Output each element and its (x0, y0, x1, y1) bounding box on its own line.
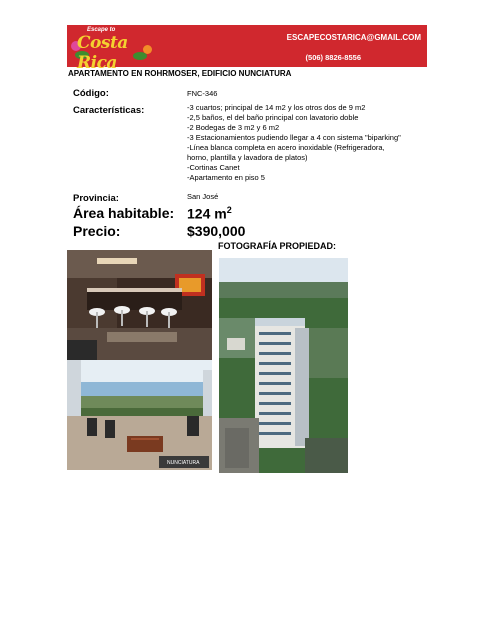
caracteristica-item: -2 Bodegas de 3 m2 y 6 m2 (187, 123, 280, 132)
building-photo-image (219, 258, 348, 473)
logo-wordmark: Costa Rica (77, 33, 128, 73)
interior-photo[interactable] (67, 250, 212, 360)
caracteristicas-label: Características: (73, 105, 145, 116)
codigo-label: Código: (73, 88, 109, 99)
provincia-value: San José (187, 192, 219, 201)
caracteristica-item: horno, plantilla y lavadora de platos) (187, 153, 308, 162)
caracteristica-item: -3 cuartos; principal de 14 m2 y los otros dos de 9 m2 (187, 103, 366, 112)
terrace-photo-image (67, 360, 212, 470)
contact-email[interactable]: ESCAPECOSTARICA@GMAIL.COM (286, 33, 421, 42)
precio-label: Precio: (73, 223, 121, 239)
logo-tagline: Escape to (87, 27, 116, 33)
contact-phone[interactable]: (506) 8826-8556 (305, 53, 361, 62)
listing-title: APARTAMENTO EN ROHRMOSER, EDIFICIO NUNCIATURA (68, 69, 292, 78)
company-logo[interactable] (73, 27, 153, 73)
codigo-value: FNC-346 (187, 89, 218, 98)
caracteristica-item: -Cortinas Canet (187, 163, 240, 172)
caracteristicas-list (187, 103, 401, 183)
photo-section-title: FOTOGRAFÍA PROPIEDAD: (218, 241, 337, 251)
caracteristica-item: -Apartamento en piso 5 (187, 173, 265, 182)
area-number: 124 m (187, 205, 227, 222)
caracteristica-item: -Línea blanca completa en acero inoxidable (Refrigeradora, (187, 143, 385, 152)
caracteristica-item: -3 Estacionamientos pudiendo llegar a 4 con sistema "biparking" (187, 133, 401, 142)
provincia-label: Provincia: (73, 193, 119, 204)
area-unit-superscript: 2 (226, 205, 232, 215)
building-photo[interactable] (219, 258, 348, 473)
watermark-text: NUNCIATURA (167, 460, 200, 466)
area-label: Área habitable: (73, 205, 175, 221)
caracteristica-item: -2,5 baños, el del baño principal con lavatorio doble (187, 113, 359, 122)
interior-photo-image (67, 250, 212, 360)
header-banner (67, 25, 427, 73)
area-value (187, 205, 232, 222)
precio-value: $390,000 (187, 223, 246, 239)
terrace-photo[interactable] (67, 360, 212, 470)
